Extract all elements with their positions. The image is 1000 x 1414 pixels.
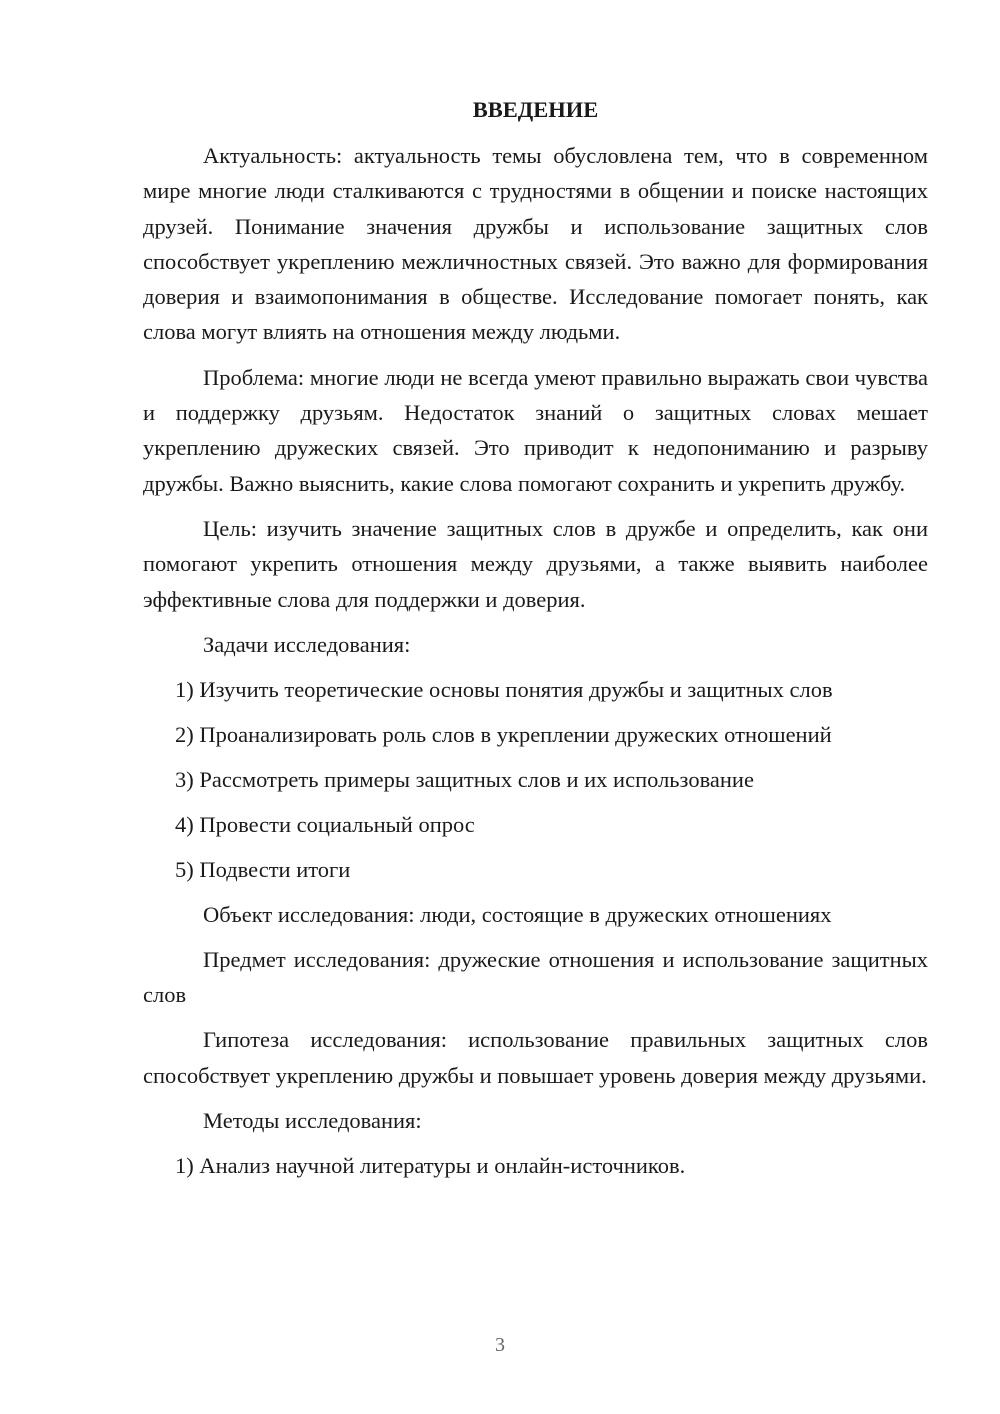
task-item: 3) Рассмотреть примеры защитных слов и их использование [175,766,754,792]
methods-heading: Методы исследования: [203,1108,422,1134]
task-item: 5) Подвести итоги [175,856,351,882]
page-title: ВВЕДЕНИЕ [472,97,599,122]
subject-paragraph: Предмет исследования: дружеские отношения и использование защитных слов [143,946,928,1008]
hypothesis-paragraph: Гипотеза исследования: использование правильных защитных слов способствует укреплению дружбы и повышает уровень доверия между друзьями. [143,1027,928,1088]
task-item: 1) Изучить теоретические основы понятия дружбы и защитных слов [175,676,833,702]
tasks-heading: Задачи исследования: [203,631,411,657]
page-content [143,92,928,1193]
actuality-paragraph: Актуальность: актуальность темы обусловлена тем, что в современном мире многие люди сталкиваются с трудностями в общении и поиске настоящих друзей. Понимание значения дружбы и использование защитных слов способствует укреплению межличностных связей. Это важно для формирования доверия и взаимопонимания в обществе. Исследование помогает понять, как слова могут влиять на отношения между людьми. [143,143,928,345]
task-item: 2) Проанализировать роль слов в укреплении дружеских отношений [175,721,832,747]
goal-paragraph: Цель: изучить значение защитных слов в дружбе и определить, как они помогают укрепить отношения между друзьями, а также выявить наиболее эффективные слова для поддержки и доверия. [143,515,928,612]
method-item: 1) Анализ научной литературы и онлайн-источников. [175,1153,686,1179]
problem-paragraph: Проблема: многие люди не всегда умеют правильно выражать свои чувства и поддержку друзьям. Недостаток знаний о защитных словах мешает укреплению дружеских связей. Это приводит к недопониманию и разрыву дружбы. Важно выяснить, какие слова помогают сохранить и укрепить дружбу. [143,364,928,496]
page-number: 3 [495,1334,505,1356]
task-item: 4) Провести социальный опрос [175,811,475,837]
object-paragraph: Объект исследования: люди, состоящие в дружеских отношениях [203,901,832,927]
